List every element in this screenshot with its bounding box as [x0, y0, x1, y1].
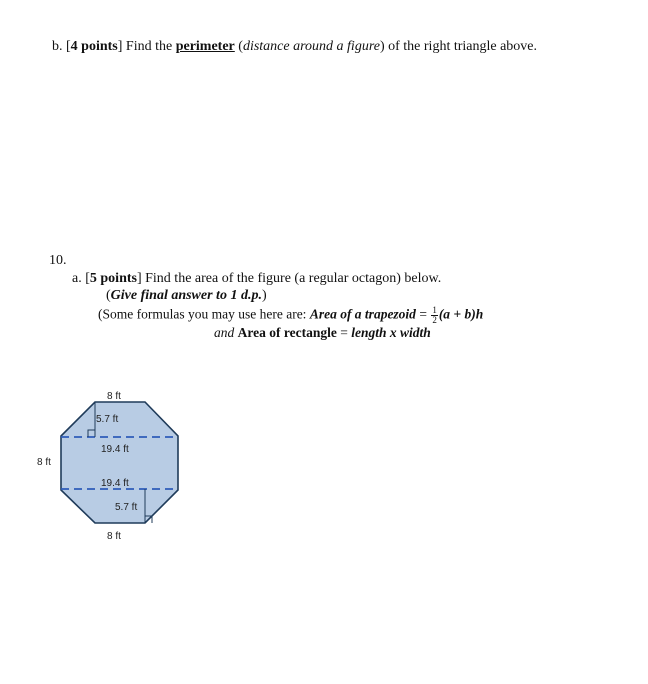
label-bottom-height: 5.7 ft [115, 502, 138, 513]
label-top-base: 19.4 ft [101, 444, 129, 455]
note-open: ( [106, 288, 111, 303]
formulas-intro: (Some formulas you may use here are: [98, 306, 310, 322]
part-b-definition: distance around a figure [242, 39, 380, 54]
label-left-side: 8 ft [37, 457, 51, 468]
part-b-find: ] Find the [117, 39, 176, 54]
label-top-side: 8 ft [107, 391, 121, 402]
and-word: and [214, 325, 238, 340]
trapezoid-formula: (a + b)h [438, 306, 484, 322]
question-number: 10. [49, 253, 67, 268]
label-bottom-base: 19.4 ft [101, 478, 129, 489]
note-close: ) [261, 288, 267, 303]
note-instruction: Give final answer to 1 d.p. [110, 288, 262, 303]
part-a-text: ] Find the area of the figure (a regular octagon) below. [136, 271, 442, 286]
part-b-keyword: perimeter [175, 39, 235, 54]
rectangle-equals: = [336, 325, 352, 340]
rectangle-formula: length x width [351, 325, 431, 340]
label-top-height: 5.7 ft [96, 414, 119, 425]
part-a-points: 5 points [89, 271, 137, 286]
label-bottom-side: 8 ft [107, 531, 121, 542]
rectangle-label: Area of rectangle [237, 325, 337, 340]
trapezoid-label: Area of a trapezoid [309, 306, 416, 322]
fraction-denominator: 2 [432, 315, 437, 325]
fraction-numerator: 1 [432, 305, 437, 315]
part-b-points: 4 points [70, 39, 118, 54]
part-a-prefix: a. [ [72, 271, 90, 286]
part-b-open-paren: ( [234, 39, 243, 54]
trapezoid-equals: = [415, 306, 431, 322]
part-b-rest: ) of the right triangle above. [379, 39, 538, 54]
part-b-prefix: b. [ [52, 39, 71, 54]
